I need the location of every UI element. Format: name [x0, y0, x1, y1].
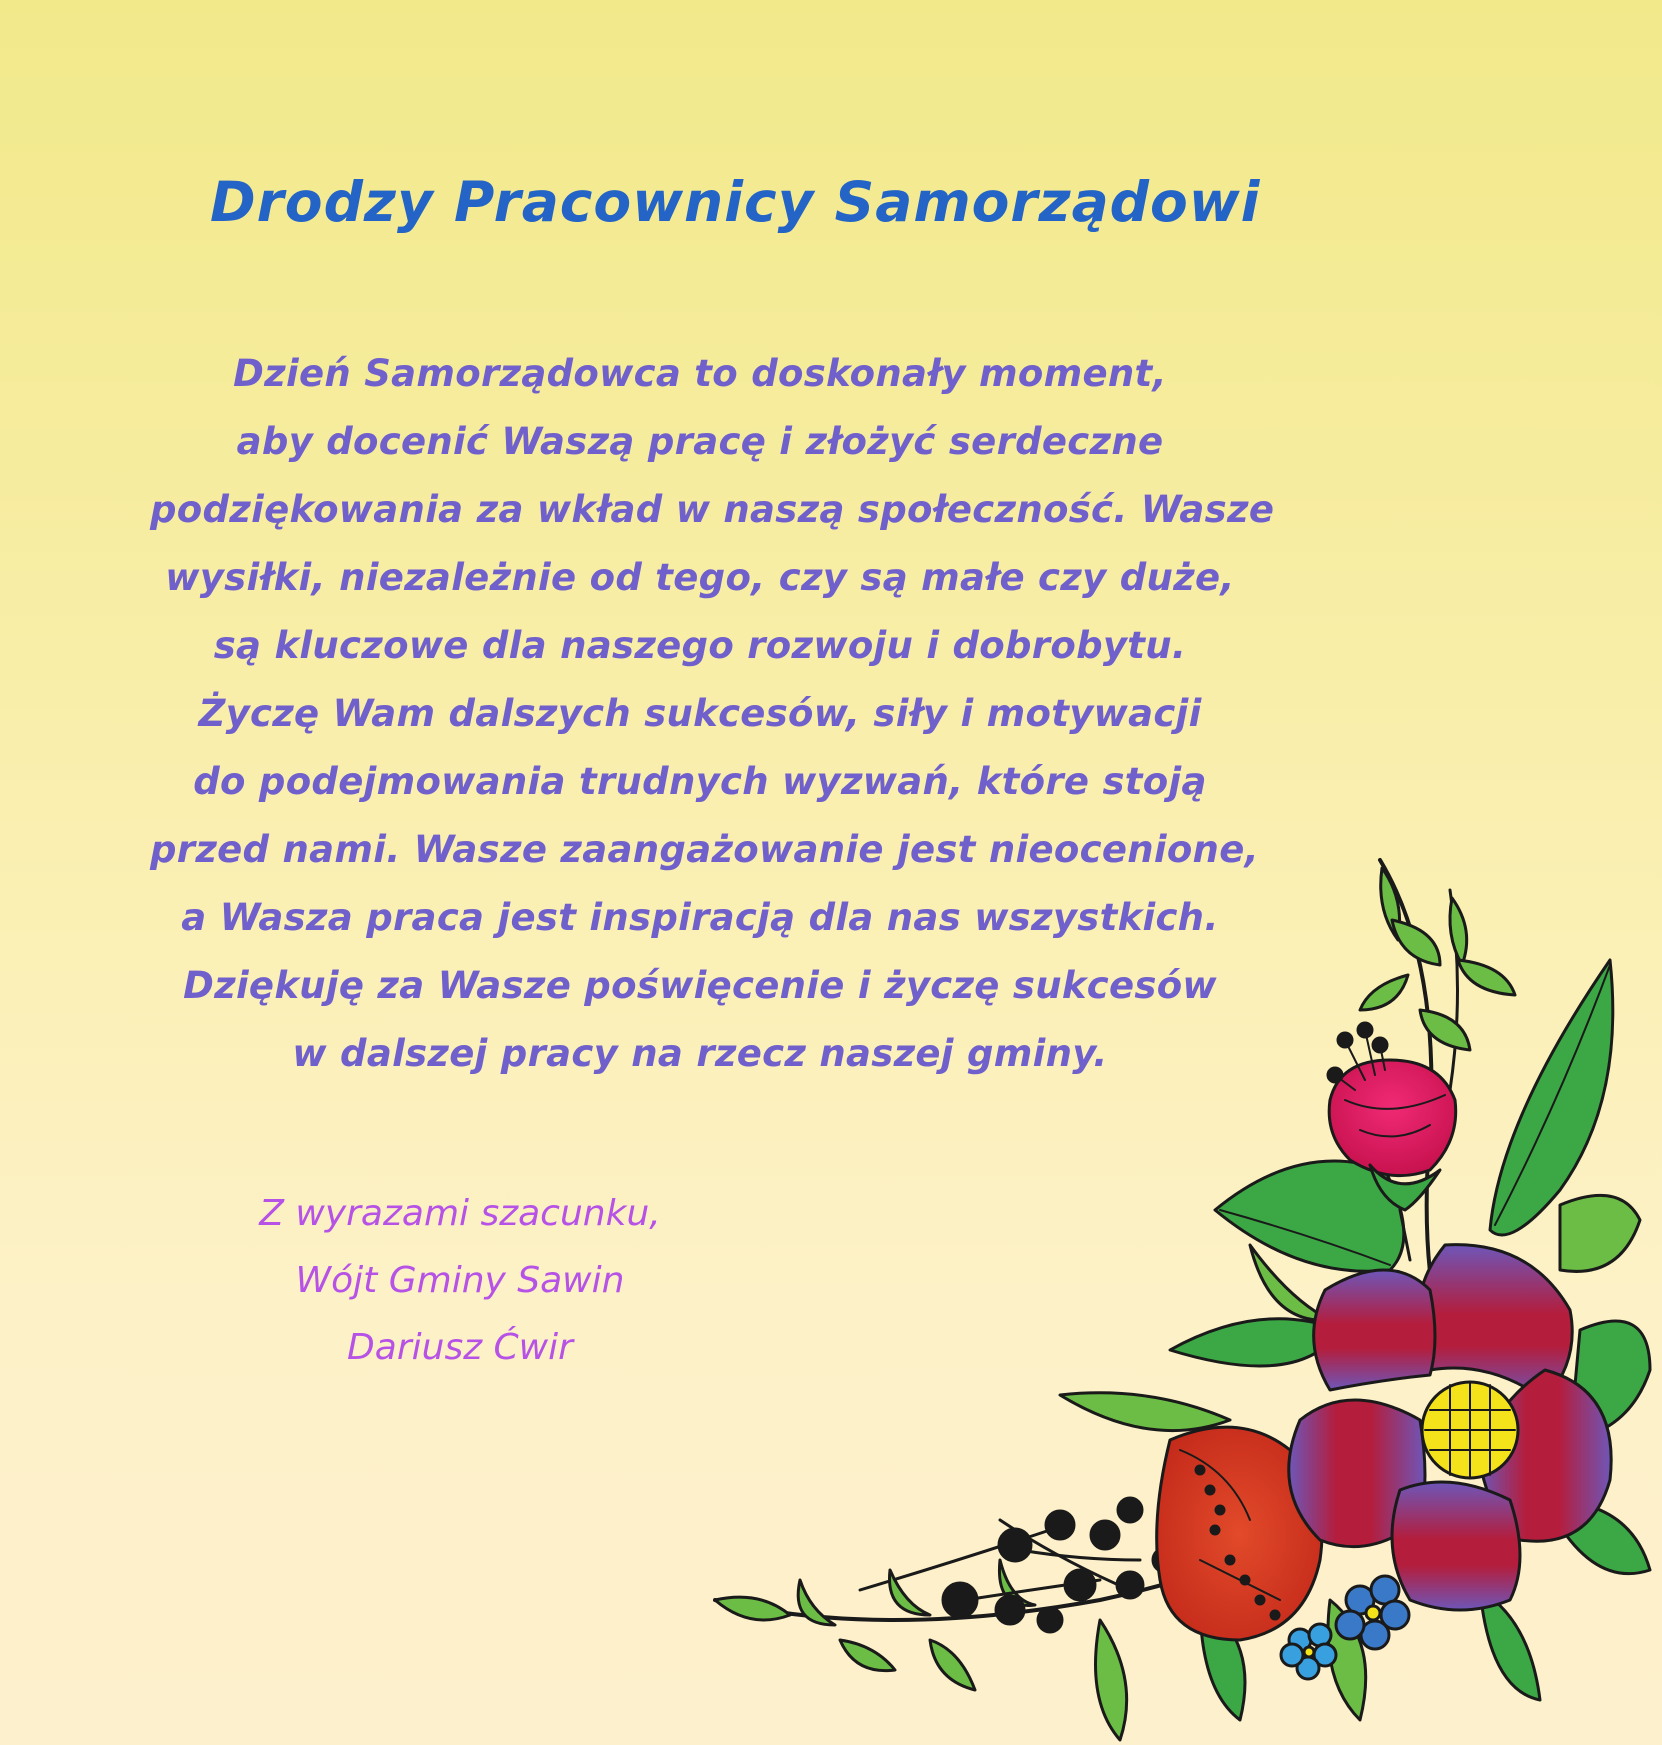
- signature-role: Wójt Gminy Sawin: [295, 1260, 625, 1301]
- message-line: Dzień Samorządowca to doskonały moment,: [233, 352, 1167, 395]
- message-line: podziękowania za wkład w naszą społeczność. Wasze: [150, 488, 1275, 531]
- greeting-title: Drodzy Pracownicy Samorządowi: [210, 170, 1261, 234]
- signature-closing: Z wyrazami szacunku,: [259, 1193, 661, 1234]
- message-line: Życzę Wam dalszych sukcesów, siły i motywacji: [198, 692, 1202, 735]
- message-line: aby docenić Waszą pracę i złożyć serdeczne: [236, 420, 1164, 463]
- message-line: są kluczowe dla naszego rozwoju i dobrobytu.: [213, 624, 1187, 667]
- message-line: a Wasza praca jest inspiracją dla nas wszystkich.: [181, 896, 1219, 939]
- flower-bouquet-icon: [700, 840, 1662, 1745]
- signature-name: Dariusz Ćwir: [347, 1327, 573, 1368]
- message-line: do podejmowania trudnych wyzwań, które stoją: [193, 760, 1207, 803]
- message-line: Dziękuję za Wasze poświęcenie i życzę sukcesów: [183, 964, 1217, 1007]
- message-line: wysiłki, niezależnie od tego, czy są małe czy duże,: [165, 556, 1235, 599]
- message-line: przed nami. Wasze zaangażowanie jest nieocenione,: [150, 828, 1259, 871]
- signature-block: [200, 1180, 720, 1381]
- message-line: w dalszej pracy na rzecz naszej gminy.: [292, 1032, 1108, 1075]
